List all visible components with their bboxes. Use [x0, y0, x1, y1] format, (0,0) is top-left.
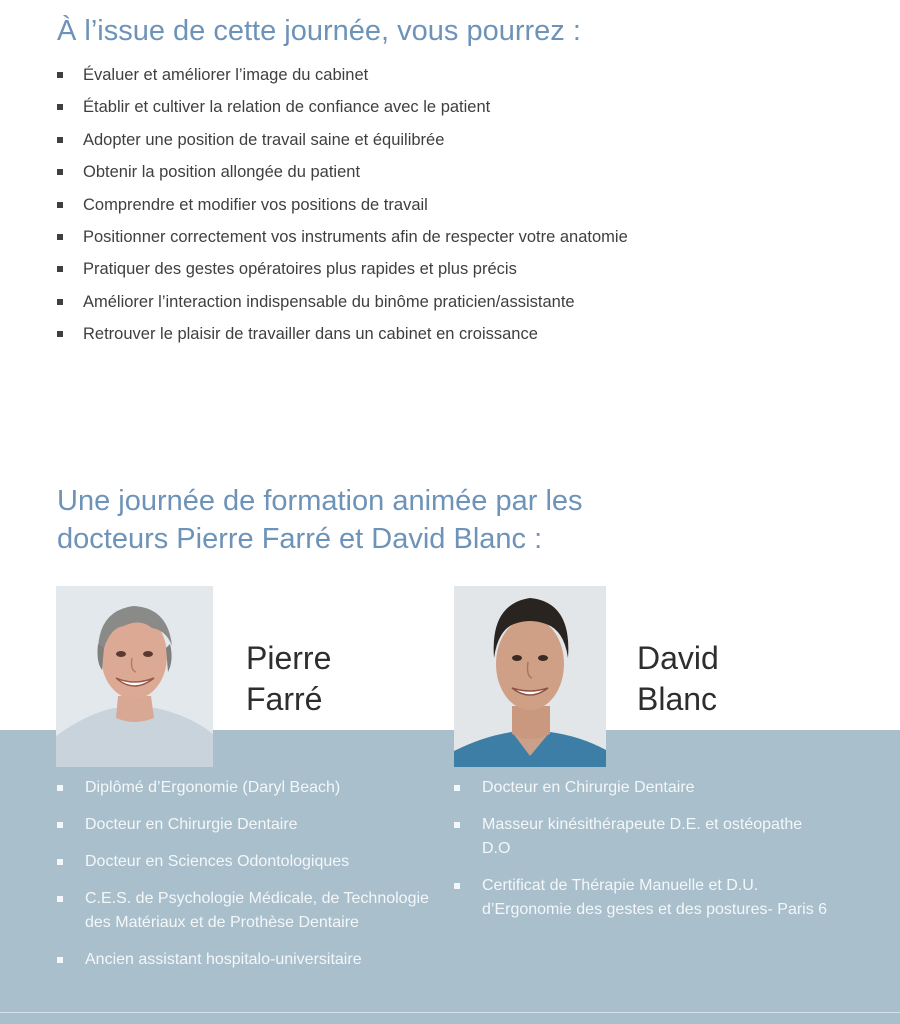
square-bullet-icon [57, 822, 63, 828]
list-item-text: Obtenir la position allongée du patient [83, 163, 361, 182]
list-item [57, 776, 437, 800]
last-name: Blanc [637, 681, 718, 717]
square-bullet-icon [57, 785, 63, 791]
square-bullet-icon [454, 883, 460, 889]
portrait-david-blanc [454, 586, 606, 767]
square-bullet-icon [57, 957, 63, 963]
credential-text: C.E.S. de Psychologie Médicale, de Technologie des Matériaux et de Prothèse Dentaire [85, 890, 429, 931]
square-bullet-icon [57, 104, 63, 110]
square-bullet-icon [57, 72, 63, 78]
trainers-heading-line1: Une journée de formation animée par les [57, 485, 583, 517]
trainers-heading-line2: docteurs Pierre Farré et David Blanc : [57, 523, 543, 555]
credentials-list-blanc [454, 776, 834, 935]
list-item [57, 94, 628, 126]
credential-text: Ancien assistant hospitalo-universitaire [85, 951, 362, 968]
credential-text: Masseur kinésithérapeute D.E. et ostéopathe D.O [482, 816, 803, 857]
square-bullet-icon [57, 137, 63, 143]
list-item-text: Établir et cultiver la relation de confiance avec le patient [83, 98, 491, 117]
list-item [57, 224, 628, 256]
square-bullet-icon [57, 331, 63, 337]
list-item [57, 256, 628, 288]
credential-text: Diplômé d’Ergonomie (Daryl Beach) [85, 779, 341, 796]
square-bullet-icon [454, 785, 460, 791]
credential-text: Certificat de Thérapie Manuelle et D.U. d’Ergonomie des gestes et des postures- Paris 6 [482, 877, 828, 918]
list-item [454, 776, 834, 800]
credential-text: Docteur en Sciences Odontologiques [85, 853, 350, 870]
list-item [57, 850, 437, 874]
objectives-list [57, 62, 628, 354]
square-bullet-icon [57, 859, 63, 865]
portrait-pierre-farre [56, 586, 213, 767]
list-item [57, 321, 628, 353]
trainer-name-farre [246, 638, 331, 720]
square-bullet-icon [57, 234, 63, 240]
list-item-text: Améliorer l’interaction indispensable du binôme praticien/assistante [83, 292, 575, 311]
credentials-list-farre [57, 776, 437, 985]
square-bullet-icon [57, 202, 63, 208]
list-item-text: Comprendre et modifier vos positions de travail [83, 195, 428, 214]
credential-text: Docteur en Chirurgie Dentaire [482, 779, 695, 796]
trainers-heading [57, 482, 583, 558]
list-item [57, 159, 628, 191]
square-bullet-icon [57, 169, 63, 175]
list-item [454, 813, 834, 861]
first-name: Pierre [246, 640, 332, 676]
list-item [57, 813, 437, 837]
list-item [57, 62, 628, 94]
objectives-heading: À l’issue de cette journée, vous pourrez : [57, 15, 581, 47]
square-bullet-icon [57, 299, 63, 305]
square-bullet-icon [57, 896, 63, 902]
first-name: David [637, 640, 719, 676]
list-item [57, 948, 437, 972]
square-bullet-icon [454, 822, 460, 828]
list-item [454, 874, 834, 922]
list-item [57, 127, 628, 159]
bottom-divider [0, 1012, 900, 1013]
list-item [57, 192, 628, 224]
credential-text: Docteur en Chirurgie Dentaire [85, 816, 298, 833]
list-item-text: Positionner correctement vos instruments afin de respecter votre anatomie [83, 227, 628, 246]
list-item-text: Retrouver le plaisir de travailler dans un cabinet en croissance [83, 325, 538, 344]
list-item-text: Adopter une position de travail saine et équilibrée [83, 130, 445, 149]
list-item-text: Pratiquer des gestes opératoires plus rapides et plus précis [83, 260, 517, 279]
square-bullet-icon [57, 266, 63, 272]
last-name: Farré [246, 681, 323, 717]
trainer-name-blanc [637, 638, 719, 720]
list-item [57, 887, 437, 935]
list-item [57, 289, 628, 321]
list-item-text: Évaluer et améliorer l’image du cabinet [83, 66, 369, 84]
